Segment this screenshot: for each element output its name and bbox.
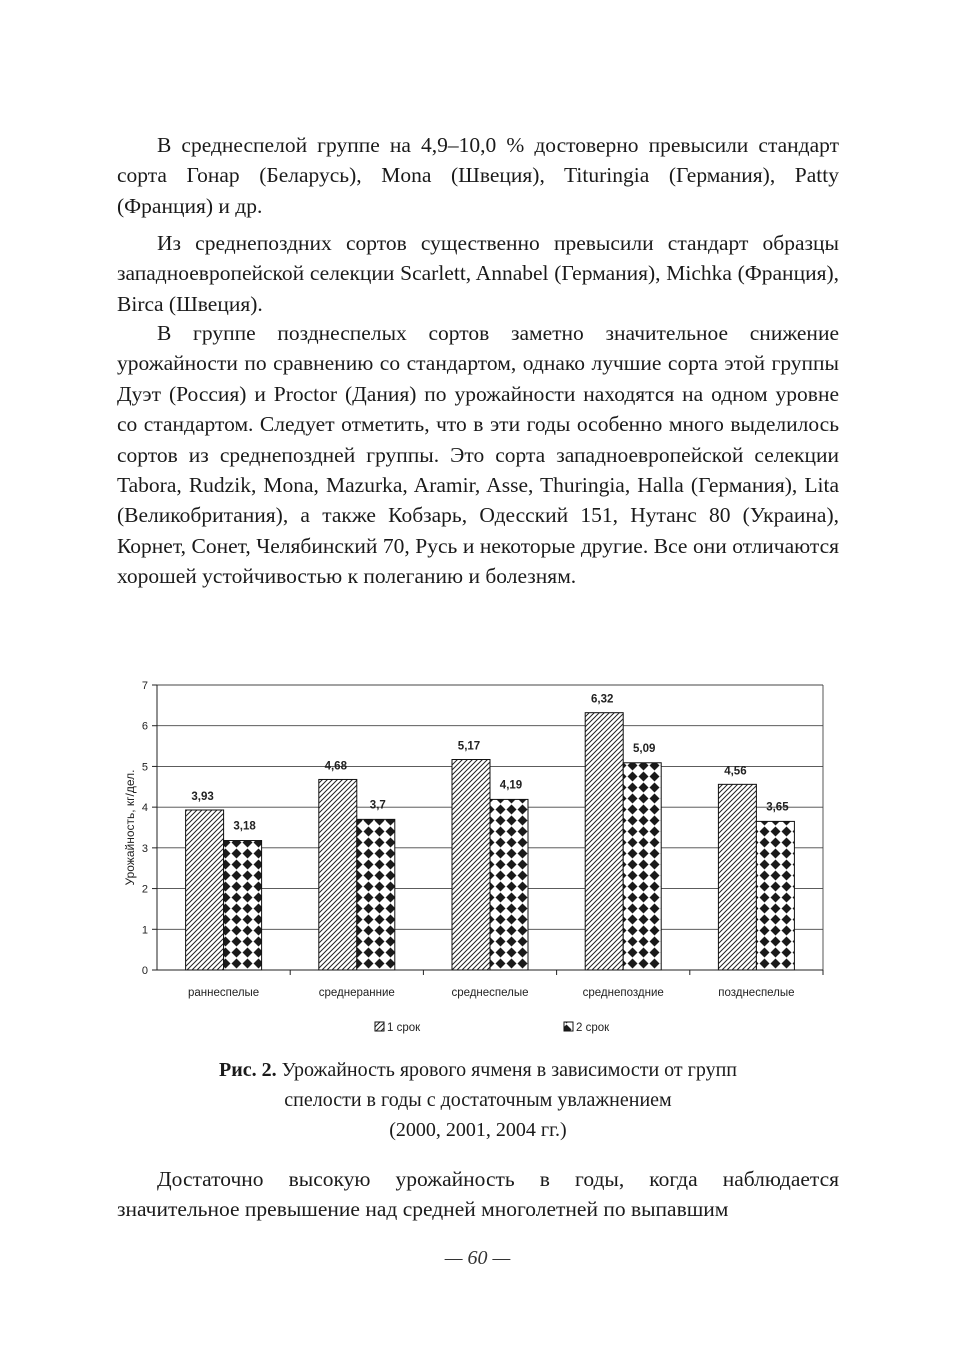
y-tick-label: 3 xyxy=(141,842,148,855)
bar-series-2 xyxy=(490,799,528,970)
paragraph-1: В среднеспелой группе на 4,9–10,0 % достоверно превысили стандарт сорта Гонар (Беларусь), Mona (Швеция), Tituringia (Германия), Patty (Франция) и др. xyxy=(117,133,839,218)
legend-swatch-2 xyxy=(564,1022,573,1031)
caption-line-1: Урожайность ярового ячменя в зависимости от групп xyxy=(281,1059,737,1081)
data-label: 5,09 xyxy=(633,742,656,755)
paragraph-2: Из среднепоздних сортов существенно превысили стандарт образцы западноевропейской селекции Scarlett, Annabel (Германия), Michka (Франция), Birca (Швеция). xyxy=(117,231,839,316)
data-label: 4,56 xyxy=(724,765,747,778)
bar-series-2 xyxy=(357,819,395,970)
legend-label-2: 2 срок xyxy=(576,1022,610,1034)
x-category-label: позднеспелые xyxy=(718,987,795,999)
data-label: 3,7 xyxy=(369,799,386,812)
y-tick-label: 5 xyxy=(141,761,148,774)
x-category-label: раннеспелые xyxy=(187,987,260,999)
bar-series-1 xyxy=(319,779,357,970)
page-number: — 60 — xyxy=(444,1247,511,1269)
bar-series-1 xyxy=(452,760,490,970)
paragraph-4: Достаточно высокую урожайность в годы, когда наблюдается значительное превышение над средней многолетней по выпавшим xyxy=(117,1167,839,1222)
figure-caption xyxy=(117,1055,839,1145)
data-label: 6,32 xyxy=(591,693,614,706)
paragraph-3: В группе позднеспелых сортов заметно значительное снижение урожайности по сравнению со стандартом, однако лучшие сорта этой группы Дуэт (Россия) и Proctor (Дания) по урожайности находятся на одном уровне со стандартом. Следует отметить, что в эти годы особенно много выделилось сортов из среднепоздней группы. Это сорта западноевропейской селекции Tabora, Rudzik, Mona, Mazurka, Aramir, Asse, Thuringia, Halla (Германия), Lita (Великобритания), а также Кобзарь, Одесский 151, Нутанс 80 (Украина), Корнет, Сонет, Челябинский 70, Русь и некоторые другие. Все они отличаются хорошей устойчивостью к полеганию и болезням. xyxy=(117,321,839,589)
bar-series-1 xyxy=(718,784,756,970)
data-label: 3,65 xyxy=(766,801,789,814)
data-label: 5,17 xyxy=(457,740,481,753)
y-axis-title: Урожайность, кг/дел. xyxy=(123,769,137,886)
data-label: 4,19 xyxy=(499,779,523,792)
x-category-label: среднеспелые xyxy=(451,987,529,999)
data-label: 3,93 xyxy=(191,790,214,803)
x-category-label: среднеранние xyxy=(318,987,395,999)
bar-series-2 xyxy=(623,763,661,970)
legend-swatch-1 xyxy=(375,1022,384,1031)
y-tick-label: 7 xyxy=(141,680,148,692)
y-tick-label: 0 xyxy=(141,965,148,977)
caption-line-3: (2000, 2001, 2004 гг.) xyxy=(389,1119,567,1141)
legend-label-1: 1 срок xyxy=(387,1022,421,1034)
data-label: 3,18 xyxy=(233,820,256,833)
bar-series-2 xyxy=(224,841,262,970)
x-category-label: среднепоздние xyxy=(582,987,664,999)
bar-series-2 xyxy=(756,821,794,970)
yield-bar-chart xyxy=(110,672,840,1050)
caption-label: Рис. 2. xyxy=(218,1059,277,1081)
y-tick-label: 4 xyxy=(141,802,148,815)
y-tick-label: 1 xyxy=(141,924,148,937)
y-tick-label: 2 xyxy=(141,883,148,896)
y-tick-label: 6 xyxy=(141,720,148,733)
bar-series-1 xyxy=(585,713,623,970)
caption-line-2: спелости в годы с достаточным увлажнением xyxy=(284,1089,672,1111)
bar-series-1 xyxy=(186,810,224,970)
data-label: 4,68 xyxy=(324,760,347,773)
